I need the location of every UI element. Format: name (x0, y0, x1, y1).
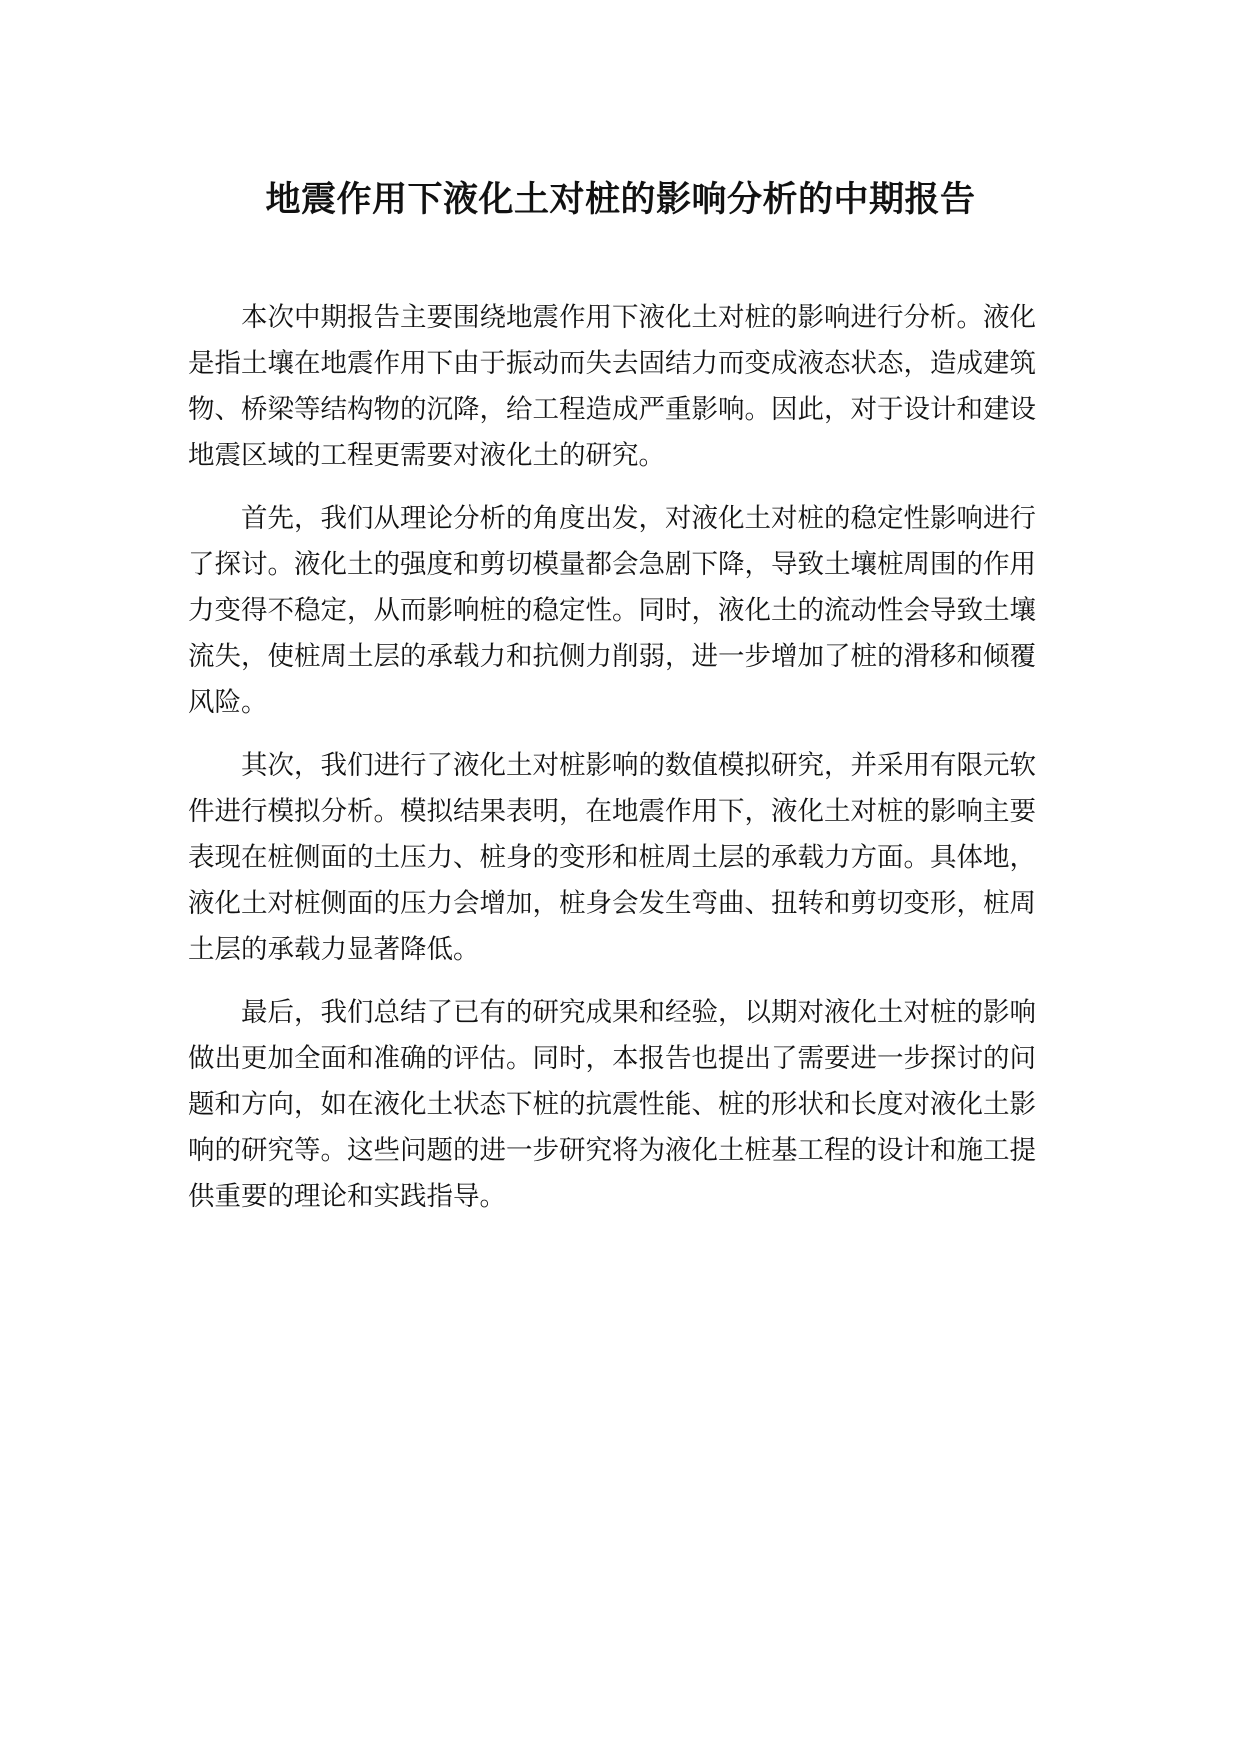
document-body (188, 295, 1036, 1237)
paragraph-2: 首先，我们从理论分析的角度出发，对液化土对桩的稳定性影响进行了探讨。液化土的强度和剪切模量都会急剧下降，导致土壤桩周围的作用力变得不稳定，从而影响桩的稳定性。同时，液化土的流动性会导致土壤流失，使桩周土层的承载力和抗侧力削弱，进一步增加了桩的滑移和倾覆风险。 (188, 503, 1036, 718)
paragraph-4: 最后，我们总结了已有的研究成果和经验，以期对液化土对桩的影响做出更加全面和准确的评估。同时，本报告也提出了需要进一步探讨的问题和方向，如在液化土状态下桩的抗震性能、桩的形状和长度对液化土影响的研究等。这些问题的进一步研究将为液化土桩基工程的设计和施工提供重要的理论和实践指导。 (188, 997, 1036, 1212)
paragraph-3: 其次，我们进行了液化土对桩影响的数值模拟研究，并采用有限元软件进行模拟分析。模拟结果表明，在地震作用下，液化土对桩的影响主要表现在桩侧面的土压力、桩身的变形和桩周土层的承载力方面。具体地，液化土对桩侧面的压力会增加，桩身会发生弯曲、扭转和剪切变形，桩周土层的承载力显著降低。 (188, 750, 1036, 965)
paragraph-1: 本次中期报告主要围绕地震作用下液化土对桩的影响进行分析。液化是指土壤在地震作用下由于振动而失去固结力而变成液态状态，造成建筑物、桥梁等结构物的沉降，给工程造成严重影响。因此，对于设计和建设地震区域的工程更需要对液化土的研究。 (188, 302, 1036, 471)
document-title: 地震作用下液化土对桩的影响分析的中期报告 (265, 180, 976, 220)
